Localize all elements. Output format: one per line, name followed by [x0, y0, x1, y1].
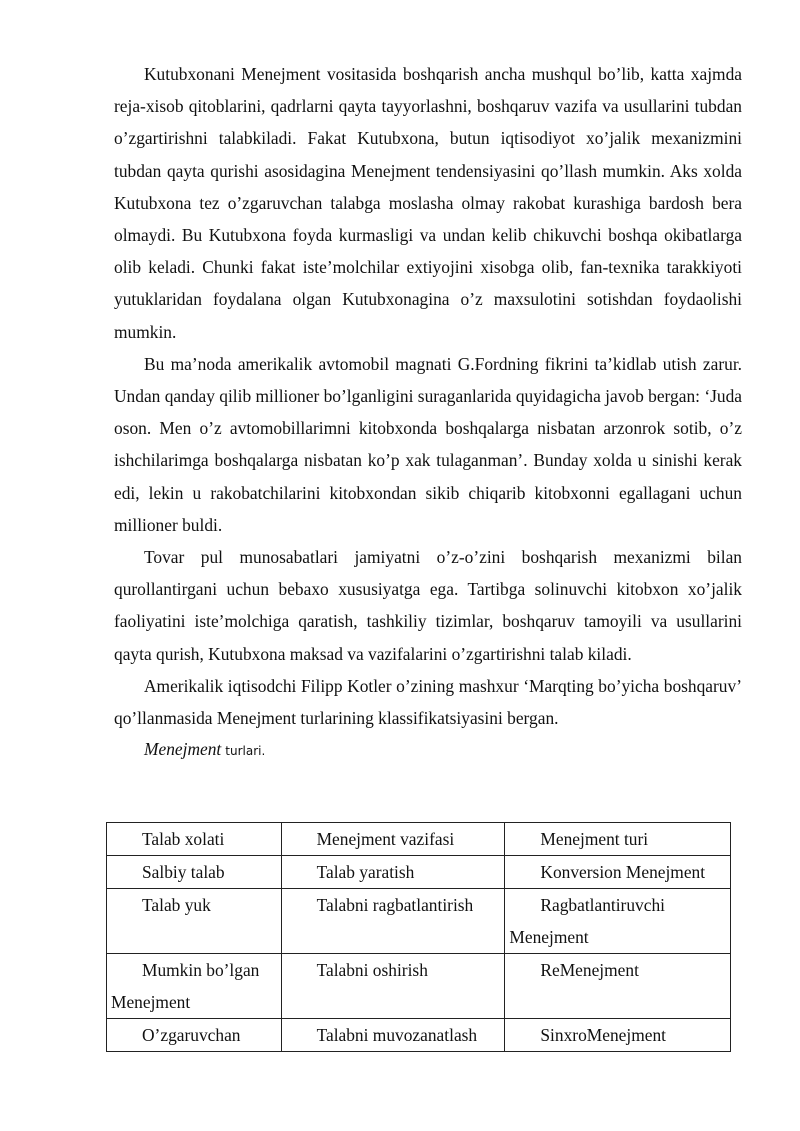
table-caption	[114, 734, 742, 766]
table-cell: Talab yaratish	[281, 856, 505, 889]
caption-italic: Menejment	[144, 739, 222, 760]
table-cell: Talabni muvozanatlash	[281, 1019, 505, 1052]
paragraph-2: Bu ma’noda amerikalik avtomobil magnati G.Fordning fikrini ta’kidlab utish zarur. Undan qanday qilib millioner bo’lganligini suraganlarida quyidagicha javob bergan: ‘Juda oson. Men o’z avtomobillarimni kitobxonda boshqalarga nisbatan arzonrok sotib, o’z ishchilarimga boshqalarga nisbatan ko’p xak tulaganman’. Bunday xolda u sinishi kerak edi, lekin u rakobatchilarini kitobxondan sikib chiqarib kitobxonni egallagani uchun millioner buldi.	[114, 353, 742, 535]
table-cell: Talabni oshirish	[281, 954, 505, 1019]
paragraph-4: Amerikalik iqtisodchi Filipp Kotler o’zining mashxur ‘Marqting bo’yicha boshqaruv’ qo’llanmasida Menejment turlarining klassifikatsiyasini bergan.	[114, 675, 742, 729]
header-management-task: Menejment vazifasi	[281, 823, 505, 856]
header-management-type: Menejment turi	[505, 823, 731, 856]
table-cell: Salbiy talab	[107, 856, 282, 889]
table-row	[107, 889, 731, 954]
paragraph-1: Kutubxonani Menejment vositasida boshqarish ancha mushqul bo’lib, katta xajmda reja-xisob qitoblarini, qadrlarni qayta tayyorlashni, boshqaruv vazifa va usullarini tubdan o’zgartirishni talabkiladi. Fakat Kutubxona, butun iqtisodiyot xo’jalik mexanizmini tubdan qayta qurishi asosidagina Menejment tendensiyasini qo’llash mumkin. Aks xolda Kutubxona tez o’zgaruvchan talabga moslasha olmay rakobat kurashiga bardosh bera olmaydi. Bu Kutubxona foyda kurmasligi va undan kelib chikuvchi boshqa okibatlarga olib keladi. Chunki fakat iste’molchilar extiyojini xisobga olib, fan-texnika tarakkiyoti yutuklaridan foydalana olgan Kutubxonagina o’z maxsulotini sotishdan foydaolishi mumkin.	[114, 64, 742, 342]
management-types-table	[106, 822, 731, 1052]
table-cell: O’zgaruvchan	[107, 1019, 282, 1052]
table-cell: Talab yuk	[107, 889, 282, 954]
table-row	[107, 1019, 731, 1052]
table-cell: Talabni ragbatlantirish	[281, 889, 505, 954]
document-body	[114, 58, 742, 766]
table-cell: Mumkin bo’lgan Menejment	[107, 954, 282, 1019]
table-row	[107, 954, 731, 1019]
table-cell: Konversion Menejment	[505, 856, 731, 889]
table-row	[107, 856, 731, 889]
table-cell: SinxroMenejment	[505, 1019, 731, 1052]
table-cell: ReMenejment	[505, 954, 731, 1019]
header-demand-state: Talab xolati	[107, 823, 282, 856]
caption-rest: turlari.	[225, 744, 266, 759]
table-cell: Ragbatlantiruvchi Menejment	[505, 889, 731, 954]
table-header-row	[107, 823, 731, 856]
paragraph-3: Tovar pul munosabatlari jamiyatni o’z-o’zini boshqarish mexanizmi bilan qurollantirgani uchun bebaxo xususiyatga ega. Tartibga solinuvchi kitobxon xo’jalik faoliyatini iste’molchiga qaratish, tashkiliy tizimlar, boshqaruv tamoyili va usullarini qayta qurish, Kutubxona maksad va vazifalarini o’zgartirishni talab kiladi.	[114, 547, 742, 664]
